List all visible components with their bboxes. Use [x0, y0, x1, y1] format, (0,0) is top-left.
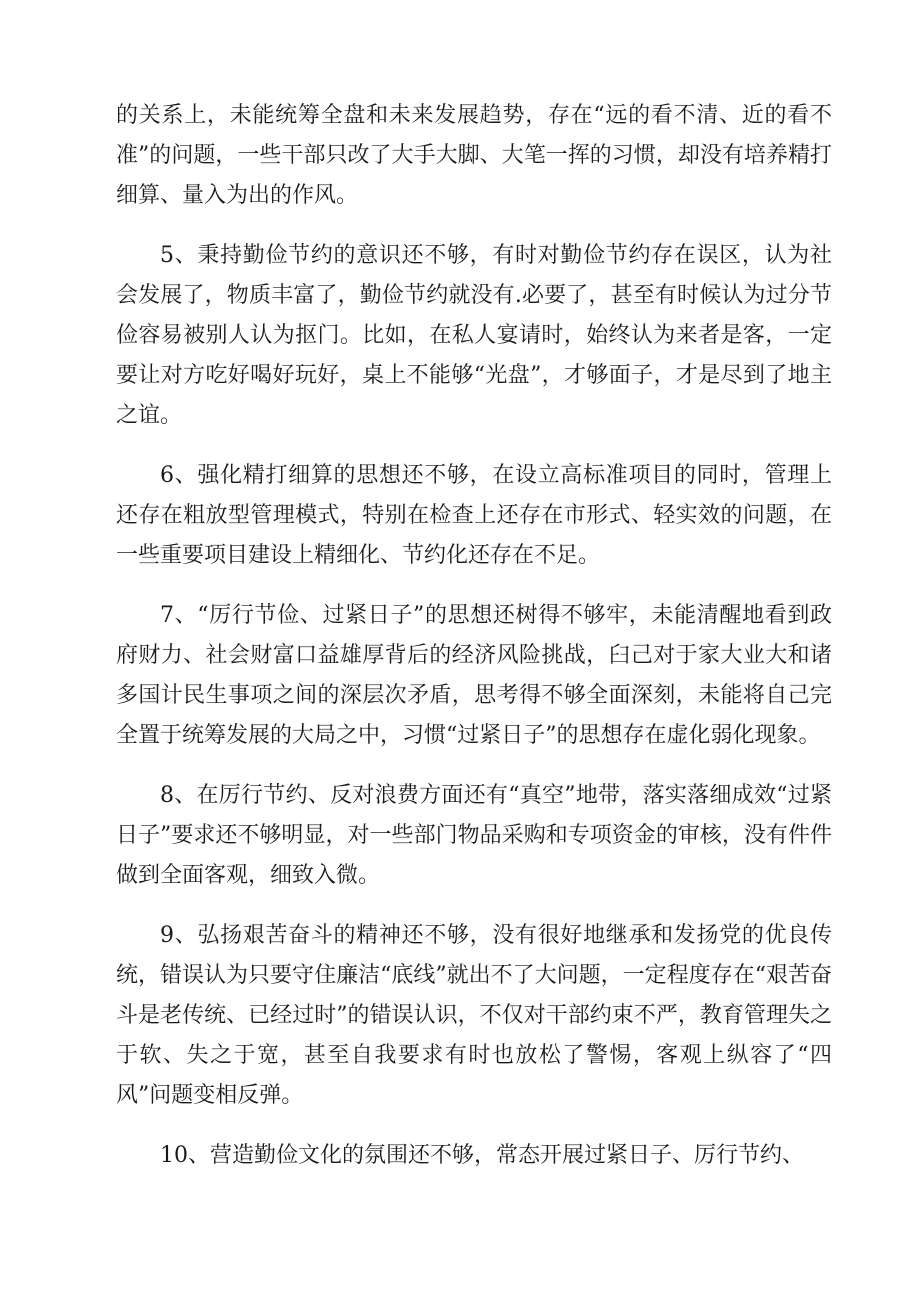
paragraph-item-6: 6、强化精打细算的思想还不够，在设立高标准项目的同时，管理上还存在粗放型管理模式，特别在检查上还存在市形式、轻实效的问题，在一些重要项目建设上精细化、节约化还存在不足。: [116, 463, 832, 568]
paragraph-item-8: 8、在厉行节约、反对浪费方面还有“真空”地带，落实落细成效“过紧日子”要求还不够明显，对一些部门物品采购和专项资金的审核，没有件件做到全面客观，细致入微。: [116, 783, 832, 888]
document-body: [116, 96, 832, 1196]
paragraph-item-9: 9、弘扬艰苦奋斗的精神还不够，没有很好地继承和发扬党的优良传统，错误认为只要守住廉洁“底线”就出不了大问题，一定程度存在“艰苦奋斗是老传统、已经过时”的错误认识，不仅对干部约束不严，教育管理失之于软、失之于宽，甚至自我要求有时也放松了警惕，客观上纵容了“四风”问题变相反弹。: [116, 923, 832, 1108]
paragraph-continued: 的关系上，未能统筹全盘和未来发展趋势，存在“远的看不清、近的看不准”的问题，一些干部只改了大手大脚、大笔一挥的习惯，却没有培养精打细算、量入为出的作风。: [116, 103, 832, 208]
paragraph-item-5: 5、秉持勤俭节约的意识还不够，有时对勤俭节约存在误区，认为社会发展了，物质丰富了，勤俭节约就没有.必要了，甚至有时候认为过分节俭容易被别人认为抠门。比如，在私人宴请时，始终认为来者是客，一定要让对方吃好喝好玩好，桌上不能够“光盘”，才够面子，才是尽到了地主之谊。: [116, 243, 832, 428]
paragraph-item-10: 10、营造勤俭文化的氛围还不够，常态开展过紧日子、厉行节约、: [160, 1143, 804, 1168]
paragraph-item-7: 7、“厉行节俭、过紧日子”的思想还树得不够牢，未能清醒地看到政府财力、社会财富口益雄厚背后的经济风险挑战，臼己对于家大业大和诸多国计民生事项之间的深层次矛盾，思考得不够全面深刻，未能将自己完全置于统筹发展的大局之中，习惯“过紧日子”的思想存在虚化弱化现象。: [116, 603, 832, 748]
